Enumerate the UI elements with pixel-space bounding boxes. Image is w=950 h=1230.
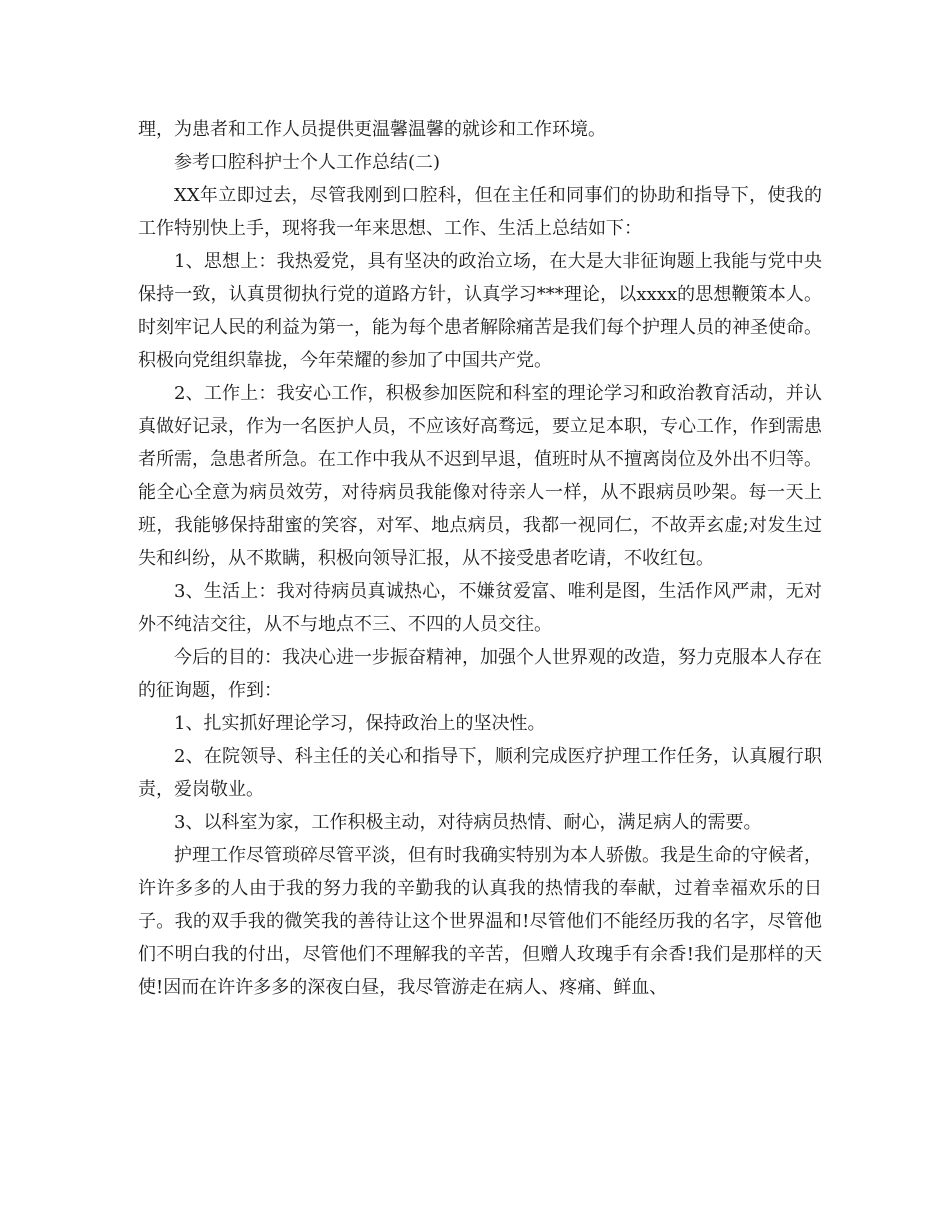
- paragraph-life: 3、生活上：我对待病员真诚热心，不嫌贫爱富、唯利是图，生活作风严肃，无对外不纯洁交往，从不与地点不三、不四的人员交往。: [138, 581, 822, 635]
- goal-item-3: 3、以科室为家，工作积极主动，对待病员热情、耐心，满足病人的需要。: [174, 812, 762, 833]
- paragraph-goals: 今后的目的：我决心进一步振奋精神，加强个人世界观的改造，努力克服本人存在的征询题，作到：: [138, 647, 822, 701]
- paragraph-reflection: 护理工作尽管琐碎尽管平淡，但有时我确实特别为本人骄傲。我是生命的守候者，许许多多的人由于我的努力我的辛勤我的认真我的热情我的奉献，过着幸福欢乐的日子。我的双手我的微笑我的善待让这个世界温和!尽管他们不能经历我的名字，尽管他们不明白我的付出，尽管他们不理解我的辛苦，但赠人玫瑰手有余香!我们是那样的天使!因而在许许多多的深夜白昼，我尽管游走在病人、疼痛、鲜血、: [138, 845, 822, 998]
- paragraph-work: 2、工作上：我安心工作，积极参加医院和科室的理论学习和政治教育活动，并认真做好记录，作为一名医护人员，不应该好高骛远，要立足本职，专心工作，作到需患者所需，急患者所急。在工作中我从不迟到早退，值班时从不擅离岗位及外出不归等。能全心全意为病员效劳，对待病员我能像对待亲人一样，从不跟病员吵架。每一天上班，我能够保持甜蜜的笑容，对军、地点病员，我都一视同仁，不故弄玄虚;对发生过失和纠纷，从不欺瞒，积极向领导汇报，从不接受患者吃请，不收红包。: [138, 383, 822, 569]
- document-body: [138, 113, 822, 1004]
- paragraph-thought: 1、思想上：我热爱党，具有坚决的政治立场，在大是大非征询题上我能与党中央保持一致，认真贯彻执行党的道路方针，认真学习***理论，以xxxx的思想鞭策本人。时刻牢记人民的利益为第一，能为每个患者解除痛苦是我们每个护理人员的神圣使命。积极向党组织靠拢，今年荣耀的参加了中国共产党。: [138, 251, 822, 371]
- paragraph-continuation: 理，为患者和工作人员提供更温馨温馨的就诊和工作环境。: [138, 119, 606, 140]
- goal-item-1: 1、扎实抓好理论学习，保持政治上的坚决性。: [174, 713, 546, 734]
- section-heading: 参考口腔科护士个人工作总结(二): [174, 152, 441, 173]
- goal-item-2: 2、在院领导、科主任的关心和指导下，顺利完成医疗护理工作任务，认真履行职责，爱岗敬业。: [138, 746, 822, 800]
- paragraph-intro: XX年立即过去，尽管我刚到口腔科，但在主任和同事们的协助和指导下，使我的工作特别快上手，现将我一年来思想、工作、生活上总结如下：: [138, 185, 822, 239]
